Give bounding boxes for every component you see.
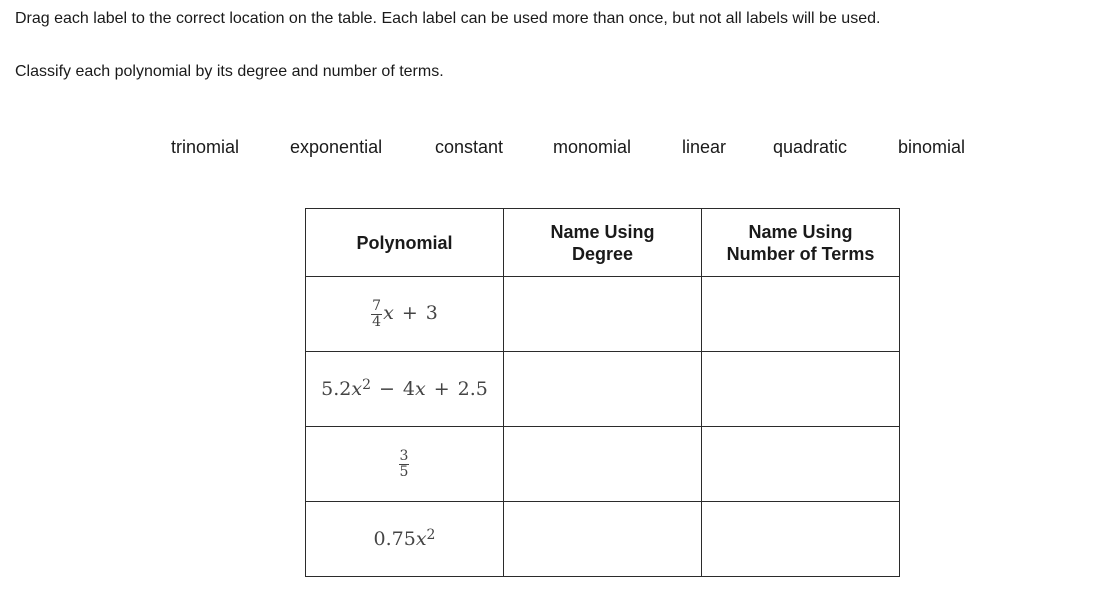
coefficient: 4 — [402, 378, 415, 400]
terms-drop-zone[interactable] — [702, 502, 900, 577]
table-row — [306, 502, 900, 577]
instruction-text: Drag each label to the correct location on the table. Each label can be used more than once, but not all labels will be used. — [15, 10, 881, 27]
constant-term: 3 — [425, 302, 438, 324]
table-row — [306, 352, 900, 427]
label-bank — [0, 135, 1094, 161]
polynomial-cell — [306, 352, 504, 427]
fraction — [399, 449, 410, 480]
fraction — [371, 299, 382, 330]
fraction-denominator: 5 — [399, 463, 409, 480]
exponent: 2 — [426, 527, 436, 543]
degree-drop-zone[interactable] — [504, 352, 702, 427]
polynomial-expression — [321, 378, 488, 400]
table-row — [306, 427, 900, 502]
header-terms — [702, 209, 900, 277]
coefficient: 0.75 — [373, 528, 416, 550]
variable: x — [351, 378, 363, 400]
degree-drop-zone[interactable] — [504, 502, 702, 577]
exponent: 2 — [362, 377, 371, 393]
header-degree-line1: Name Using — [550, 221, 655, 242]
polynomial-expression — [399, 447, 411, 480]
polynomial-cell — [306, 277, 504, 352]
operator: + — [401, 302, 418, 324]
fraction-numerator: 7 — [372, 297, 382, 314]
polynomial-cell — [306, 502, 504, 577]
operator: − — [378, 378, 395, 400]
header-terms-line1: Name Using — [748, 221, 853, 242]
header-degree-line2: Degree — [571, 243, 634, 264]
table-header-row — [306, 209, 900, 277]
label-quadratic[interactable]: quadratic — [773, 137, 848, 157]
degree-drop-zone[interactable] — [504, 277, 702, 352]
terms-drop-zone[interactable] — [702, 352, 900, 427]
label-binomial[interactable]: binomial — [898, 137, 966, 157]
label-monomial[interactable]: monomial — [553, 137, 632, 157]
polynomial-expression — [374, 528, 436, 550]
polynomial-expression — [371, 297, 438, 330]
prompt-text: Classify each polynomial by its degree and number of terms. — [15, 63, 444, 80]
constant-term: 2.5 — [457, 378, 488, 400]
label-trinomial[interactable]: trinomial — [171, 137, 240, 157]
degree-drop-zone[interactable] — [504, 427, 702, 502]
label-constant[interactable]: constant — [435, 137, 504, 157]
variable: x — [415, 528, 427, 550]
classification-table — [305, 208, 900, 577]
label-exponential[interactable]: exponential — [290, 137, 383, 157]
terms-drop-zone[interactable] — [702, 277, 900, 352]
operator: + — [433, 378, 450, 400]
header-polynomial: Polynomial — [306, 209, 504, 277]
terms-drop-zone[interactable] — [702, 427, 900, 502]
table-row — [306, 277, 900, 352]
polynomial-cell — [306, 427, 504, 502]
coefficient: 5.2 — [321, 378, 352, 400]
fraction-denominator: 4 — [372, 313, 382, 330]
header-degree — [504, 209, 702, 277]
variable: x — [383, 302, 394, 324]
fraction-numerator: 3 — [399, 447, 409, 464]
header-terms-line2: Number of Terms — [726, 243, 875, 264]
variable: x — [415, 378, 426, 400]
label-linear[interactable]: linear — [682, 137, 727, 157]
